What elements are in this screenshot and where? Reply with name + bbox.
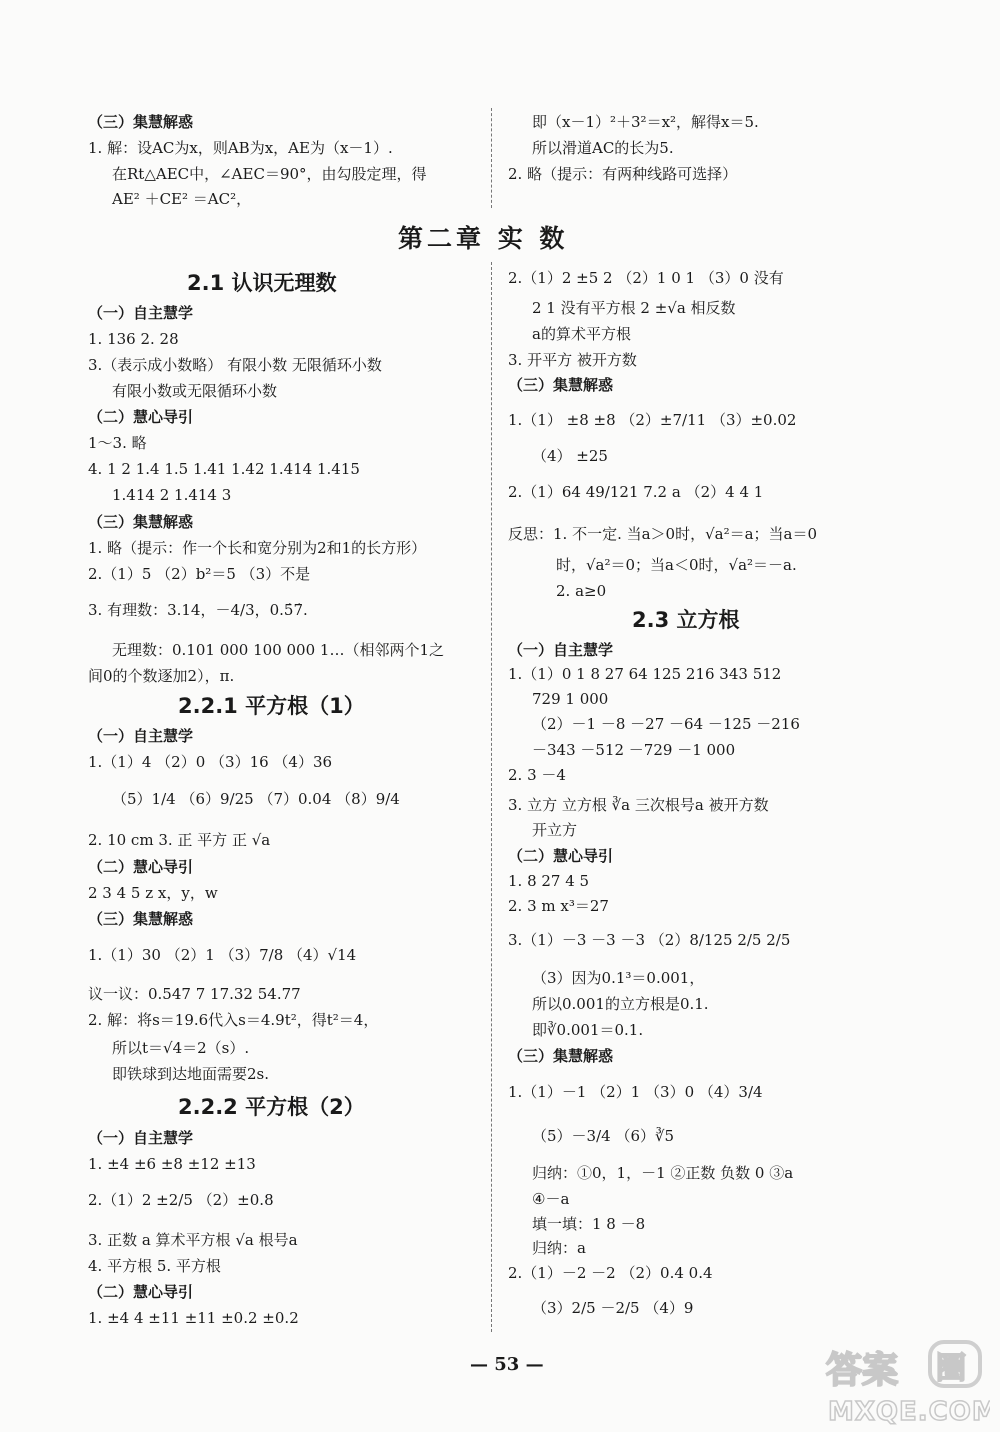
left-line: 1. ±4 4 ±11 ±11 ±0.2 ±0.2	[88, 1309, 299, 1327]
left-line: 无理数：0.101 000 100 000 1…（相邻两个1之	[112, 641, 444, 659]
top-right-line-1: 所以滑道AC的长为5.	[532, 139, 674, 157]
left-line: 1. ±4 ±6 ±8 ±12 ±13	[88, 1155, 256, 1173]
right-line: 归纳：①0，1，－1 ②正数 负数 0 ③a	[532, 1164, 794, 1182]
svg-text:圈: 圈	[936, 1351, 966, 1386]
right-line: 归纳：a	[532, 1239, 586, 1257]
right-line: 2.（1）2 ±5 2 （2）1 0 1 （3）0 没有	[508, 269, 784, 287]
right-line: （5）－3/4 （6）∛5	[532, 1127, 675, 1145]
svg-text:MXQE.COM: MXQE.COM	[828, 1397, 990, 1427]
right-line: a的算术平方根	[532, 325, 631, 343]
top-left-line-0: （三）集慧解惑	[88, 113, 194, 131]
section-title-2-2-1: 2.2.1 平方根（1）	[178, 694, 365, 718]
svg-text:答案: 答案	[826, 1350, 899, 1391]
right-line: 开立方	[532, 821, 578, 839]
left-line: 有限小数或无限循环小数	[112, 382, 278, 400]
section-title-2-2-2: 2.2.2 平方根（2）	[178, 1095, 365, 1119]
left-line: （三）集慧解惑	[88, 513, 194, 531]
right-line: 2. 3 m x³＝27	[508, 897, 609, 915]
right-line: 2 1 没有平方根 2 ±√a 相反数	[532, 299, 736, 317]
left-line: （一）自主慧学	[88, 1129, 194, 1147]
left-line: （二）慧心导引	[88, 1283, 194, 1301]
right-line: 2.（1）64 49/121 7.2 a （2）4 4 1	[508, 483, 764, 501]
right-line: 1.（1）－1 （2）1 （3）0 （4）3/4	[508, 1083, 763, 1101]
left-line: 1～3. 略	[88, 434, 147, 452]
right-line: 2.（1）－2 －2 （2）0.4 0.4	[508, 1264, 713, 1282]
right-line: （3）2/5 －2/5 （4）9	[532, 1299, 694, 1317]
column-divider-main	[491, 262, 492, 1332]
right-line: 1. 8 27 4 5	[508, 872, 590, 890]
left-line: （一）自主慧学	[88, 727, 194, 745]
right-line: （二）慧心导引	[508, 847, 614, 865]
left-line: 2 3 4 5 z x，y，w	[88, 884, 218, 902]
right-line: 2. a≥0	[556, 582, 607, 600]
right-line: 3. 开平方 被开方数	[508, 351, 637, 369]
right-line: （2）－1 －8 －27 －64 －125 －216	[532, 715, 800, 733]
left-line: 2. 10 cm 3. 正 平方 正 √a	[88, 831, 271, 849]
left-line: （5）1/4 （6）9/25 （7）0.04 （8）9/4	[112, 790, 400, 808]
left-line: （三）集慧解惑	[88, 910, 194, 928]
left-line: 3.（表示成小数略） 有限小数 无限循环小数	[88, 356, 382, 374]
left-line: 3. 有理数：3.14，－4/3，0.5̇7̇.	[88, 601, 308, 619]
left-line: （一）自主慧学	[88, 304, 194, 322]
left-line: 1.（1）30 （2）1 （3）7/8 （4）√14	[88, 946, 357, 964]
left-line: 1. 略（提示：作一个长和宽分别为2和1的长方形）	[88, 539, 427, 557]
left-line: 4. 平方根 5. 平方根	[88, 1257, 221, 1275]
right-line: 1.（1） ±8 ±8 （2）±7/11 （3）±0.02	[508, 411, 797, 429]
left-line: 2. 解：将s＝19.6代入s＝4.9t²，得t²＝4，	[88, 1011, 379, 1029]
left-line: 议一议：0.547 7 17.32 54.77	[88, 985, 301, 1003]
left-line: 3. 正数 a 算术平方根 √a 根号a	[88, 1231, 298, 1249]
section-title-2-3: 2.3 立方根	[632, 608, 740, 632]
top-left-line-2: 在Rt△AEC中，∠AEC＝90°，由勾股定理，得	[112, 165, 427, 183]
left-line: 2.（1）2 ±2/5 （2）±0.8	[88, 1191, 274, 1209]
right-line: （3）因为0.1³＝0.001，	[532, 969, 705, 987]
right-line: －343 －512 －729 －1 000	[532, 741, 736, 759]
right-line: 即∛0.001＝0.1.	[532, 1021, 644, 1039]
section-title-2-1: 2.1 认识无理数	[187, 271, 337, 295]
top-left-line-3: AE² ＋CE² ＝AC²，	[112, 190, 252, 208]
right-line: （一）自主慧学	[508, 641, 614, 659]
right-line: （4） ±25	[532, 447, 608, 465]
column-divider-top	[491, 108, 492, 208]
left-line: 即铁球到达地面需要2s.	[112, 1065, 270, 1083]
right-line: 3. 立方 立方根 ∛a 三次根号a 被开方数	[508, 796, 769, 814]
top-left-line-1: 1. 解：设AC为x，则AB为x，AE为（x－1）.	[88, 139, 393, 157]
right-line: 填一填：1 8 －8	[532, 1215, 646, 1233]
page-number: — 53 —	[470, 1354, 544, 1375]
left-line: 1.414 2 1.414 3	[112, 486, 232, 504]
chapter-title: 第二章 实 数	[398, 224, 569, 253]
right-line: 反思：1. 不一定. 当a＞0时，√a²＝a；当a＝0	[508, 525, 818, 543]
right-line: 所以0.001的立方根是0.1.	[532, 995, 709, 1013]
top-right-line-2: 2. 略（提示：有两种线路可选择）	[508, 165, 738, 183]
right-line: ④－a	[532, 1190, 570, 1208]
right-line: （三）集慧解惑	[508, 1047, 614, 1065]
left-line: 4. 1 2 1.4 1.5 1.41 1.42 1.414 1.415	[88, 460, 360, 478]
left-line: （二）慧心导引	[88, 858, 194, 876]
right-line: （三）集慧解惑	[508, 376, 614, 394]
left-line: 所以t＝√4＝2（s）.	[112, 1039, 250, 1057]
left-line: 2.（1）5 （2）b²＝5 （3）不是	[88, 565, 311, 583]
left-line: 1.（1）4 （2）0 （3）16 （4）36	[88, 753, 333, 771]
left-line: 1. 136 2. 28	[88, 330, 179, 348]
right-line: 时，√a²＝0；当a＜0时，√a²＝－a.	[556, 556, 797, 574]
left-line: 间0的个数逐加2），π.	[88, 667, 235, 685]
right-line: 3.（1）－3 －3 －3 （2）8/125 2/5 2/5	[508, 931, 791, 949]
right-line: 2. 3 －4	[508, 766, 566, 784]
right-line: 729 1 000	[532, 690, 609, 708]
top-right-line-0: 即（x－1）²＋3²＝x²，解得x＝5.	[532, 113, 759, 131]
right-line: 1.（1）0 1 8 27 64 125 216 343 512	[508, 665, 782, 683]
left-line: （二）慧心导引	[88, 408, 194, 426]
watermark-logo	[820, 1338, 990, 1428]
